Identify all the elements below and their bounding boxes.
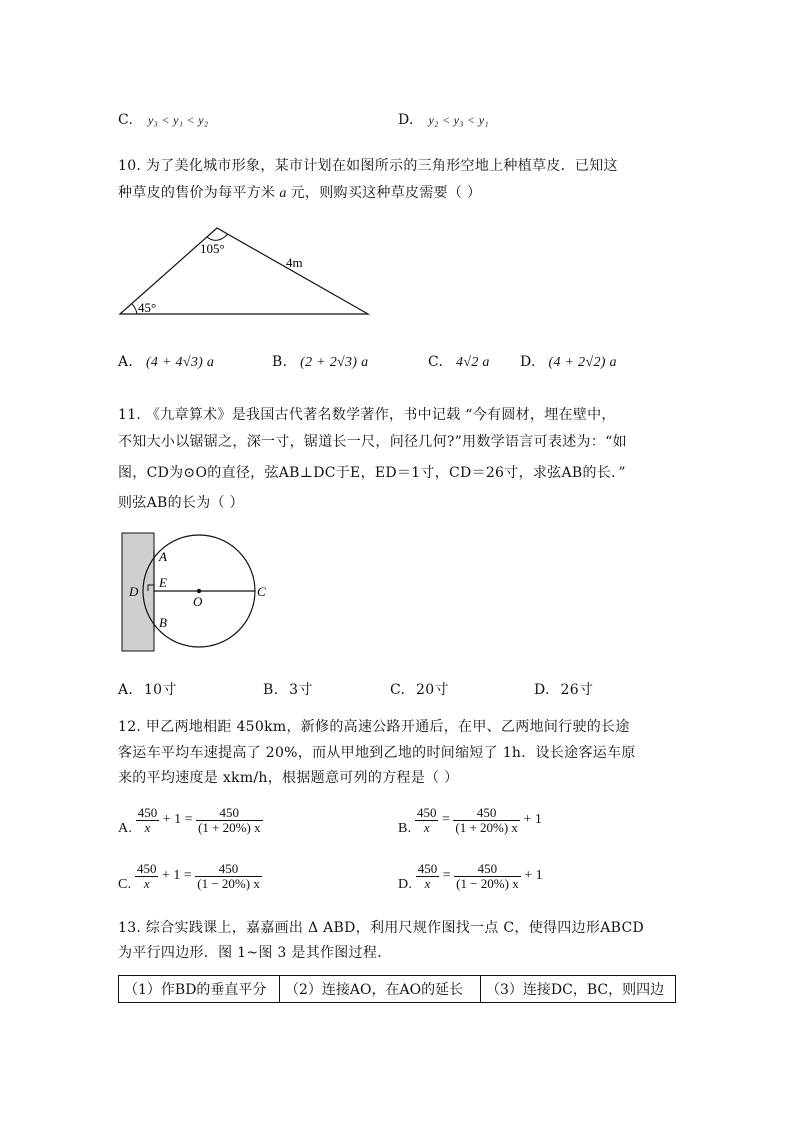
q11-option-c-text: 20寸 bbox=[416, 682, 449, 698]
q10-triangle-figure bbox=[110, 220, 380, 325]
q9-option-c[interactable] bbox=[118, 112, 208, 128]
q12-line3: 来的平均速度是 xkm/h，根据题意可列的方程是（ ） bbox=[118, 770, 459, 786]
q13-step-2: （2）连接AO，在AO的延长 bbox=[280, 976, 481, 1003]
q12-c-left-frac: $\frac{450}{x}$ bbox=[136, 860, 157, 891]
q12-option-c-label: C. bbox=[118, 877, 132, 892]
q11-option-b-label: B. bbox=[263, 682, 279, 698]
q10-option-d-label: D. bbox=[520, 354, 536, 370]
q12-b-mid: = bbox=[441, 812, 450, 827]
q12-option-d-label: D. bbox=[398, 877, 413, 892]
q9-option-c-expr: y₃ < y₁ < y₂ bbox=[148, 113, 209, 127]
q11-option-a-text: 10寸 bbox=[143, 682, 177, 698]
q10-option-a[interactable] bbox=[118, 354, 214, 371]
q12-d-left-frac: $\frac{450}{x}$ bbox=[417, 860, 438, 891]
q12-a-mid: + 1 = bbox=[162, 812, 193, 827]
q11-option-b-text: 3寸 bbox=[289, 682, 313, 698]
q10-option-d-expr: (4 + 2√2) a bbox=[548, 355, 617, 370]
label-b: B bbox=[159, 615, 167, 630]
q10-side-label: 4m bbox=[286, 255, 303, 270]
q11-option-d-text: 26寸 bbox=[560, 682, 594, 698]
q12-a-left-frac: $\frac{450}{x}$ bbox=[137, 804, 158, 835]
q11-line2: 不知大小以锯锯之，深一寸，锯道长一尺，问径几何?”用数学语言可表述为：“如 bbox=[118, 434, 627, 450]
label-a: A bbox=[159, 549, 167, 564]
q10-option-c-expr: 4√2 a bbox=[456, 355, 490, 370]
q10-var-a: a bbox=[279, 186, 287, 201]
triangle-shape bbox=[120, 228, 368, 314]
q12-b-left-frac: $\frac{450}{x}$ bbox=[416, 804, 437, 835]
q12-option-a[interactable] bbox=[118, 803, 263, 837]
q13-line2: 为平行四边形．图 1~图 3 是其作图过程． bbox=[118, 945, 392, 961]
center-point bbox=[197, 589, 201, 593]
q11-circle-figure bbox=[118, 528, 278, 658]
q12-c-mid: + 1 = bbox=[161, 868, 192, 883]
q12-c-right-frac: $\frac{450}{(1 - 20\%) x}$ bbox=[197, 860, 260, 891]
q12-option-b-label: B. bbox=[398, 821, 412, 836]
q12-option-b[interactable] bbox=[398, 803, 542, 837]
q12-d-right-frac: $\frac{450}{(1 - 20\%) x}$ bbox=[456, 860, 519, 891]
q11-option-c[interactable] bbox=[390, 679, 449, 699]
q12-d-tail: + 1 bbox=[524, 868, 543, 883]
q10-line1: 10. 为了美化城市形象，某市计划在如图所示的三角形空地上种植草皮．已知这 bbox=[118, 158, 618, 174]
q13-step-3: （3）连接DC，BC，则四边 bbox=[481, 976, 676, 1003]
q12-line2: 客运车平均车速提高了 20%，而从甲地到乙地的时间缩短了 1h．设长途客运车原 bbox=[118, 745, 636, 761]
q10-option-a-label: A. bbox=[118, 354, 134, 370]
q11-option-a[interactable] bbox=[118, 679, 177, 699]
q11-line4: 则弦AB的长为（ ） bbox=[118, 495, 244, 511]
q9-option-d[interactable] bbox=[398, 112, 489, 128]
label-c: C bbox=[257, 584, 266, 599]
label-d: D bbox=[129, 584, 139, 599]
q10-angle-left-label: 45° bbox=[138, 300, 157, 315]
q11-line3: 图，CD为⊙O的直径，弦AB⊥DC于E，ED＝1寸，CD＝26寸，求弦AB的长．” bbox=[118, 465, 626, 481]
label-e: E bbox=[159, 575, 167, 590]
q13-steps-table bbox=[118, 975, 676, 1003]
q10-option-b[interactable] bbox=[272, 354, 368, 371]
q9-option-d-label: D. bbox=[398, 112, 414, 128]
q9-option-d-expr: y₂ < y₃ < y₁ bbox=[428, 113, 489, 127]
q13-step-1: （1）作BD的垂直平分 bbox=[119, 976, 280, 1003]
q10-option-b-expr: (2 + 2√3) a bbox=[300, 355, 369, 370]
q12-option-d[interactable] bbox=[398, 859, 543, 893]
q12-line1: 12. 甲乙两地相距 450km，新修的高速公路开通后，在甲、乙两地间行驶的长途 bbox=[118, 719, 630, 735]
q11-option-b[interactable] bbox=[263, 679, 313, 699]
q13-line1: 13. 综合实践课上，嘉嘉画出 Δ ABD，利用尺规作图找一点 C，使得四边形ABCD bbox=[118, 920, 645, 936]
q9-option-c-label: C. bbox=[118, 112, 134, 128]
q11-line1: 11. 《九章算术》是我国古代著名数学著作，书中记载 “今有圆材，埋在壁中， bbox=[118, 407, 616, 423]
q11-option-a-label: A. bbox=[118, 682, 134, 698]
q13-steps-row bbox=[119, 976, 676, 1003]
q10-option-b-label: B. bbox=[272, 354, 288, 370]
q10-angle-top-label: 105° bbox=[200, 241, 225, 256]
angle-arc-left bbox=[132, 304, 137, 314]
q12-b-tail: + 1 bbox=[523, 812, 542, 827]
q12-a-right-frac: $\frac{450}{(1 + 20\%) x}$ bbox=[198, 804, 261, 835]
q12-b-right-frac: $\frac{450}{(1 + 20\%) x}$ bbox=[455, 804, 518, 835]
q10-line2 bbox=[118, 182, 481, 202]
q10-option-c-label: C. bbox=[428, 354, 444, 370]
q10-option-d[interactable] bbox=[520, 354, 617, 371]
q12-option-a-label: A. bbox=[118, 821, 133, 836]
q10-line2-tail: 元，则购买这种草皮需要（ ） bbox=[290, 185, 482, 201]
label-o: O bbox=[193, 594, 203, 609]
q11-option-c-label: C. bbox=[390, 682, 406, 698]
q10-option-c[interactable] bbox=[428, 354, 490, 371]
q12-d-mid: = bbox=[442, 868, 451, 883]
q10-line2-text: 种草皮的售价为每平方米 bbox=[118, 185, 276, 201]
angle-arc-top bbox=[207, 234, 228, 240]
q12-option-c[interactable] bbox=[118, 859, 262, 893]
q11-option-d-label: D. bbox=[534, 682, 550, 698]
q10-option-a-expr: (4 + 4√3) a bbox=[145, 355, 215, 370]
q11-option-d[interactable] bbox=[534, 679, 593, 699]
